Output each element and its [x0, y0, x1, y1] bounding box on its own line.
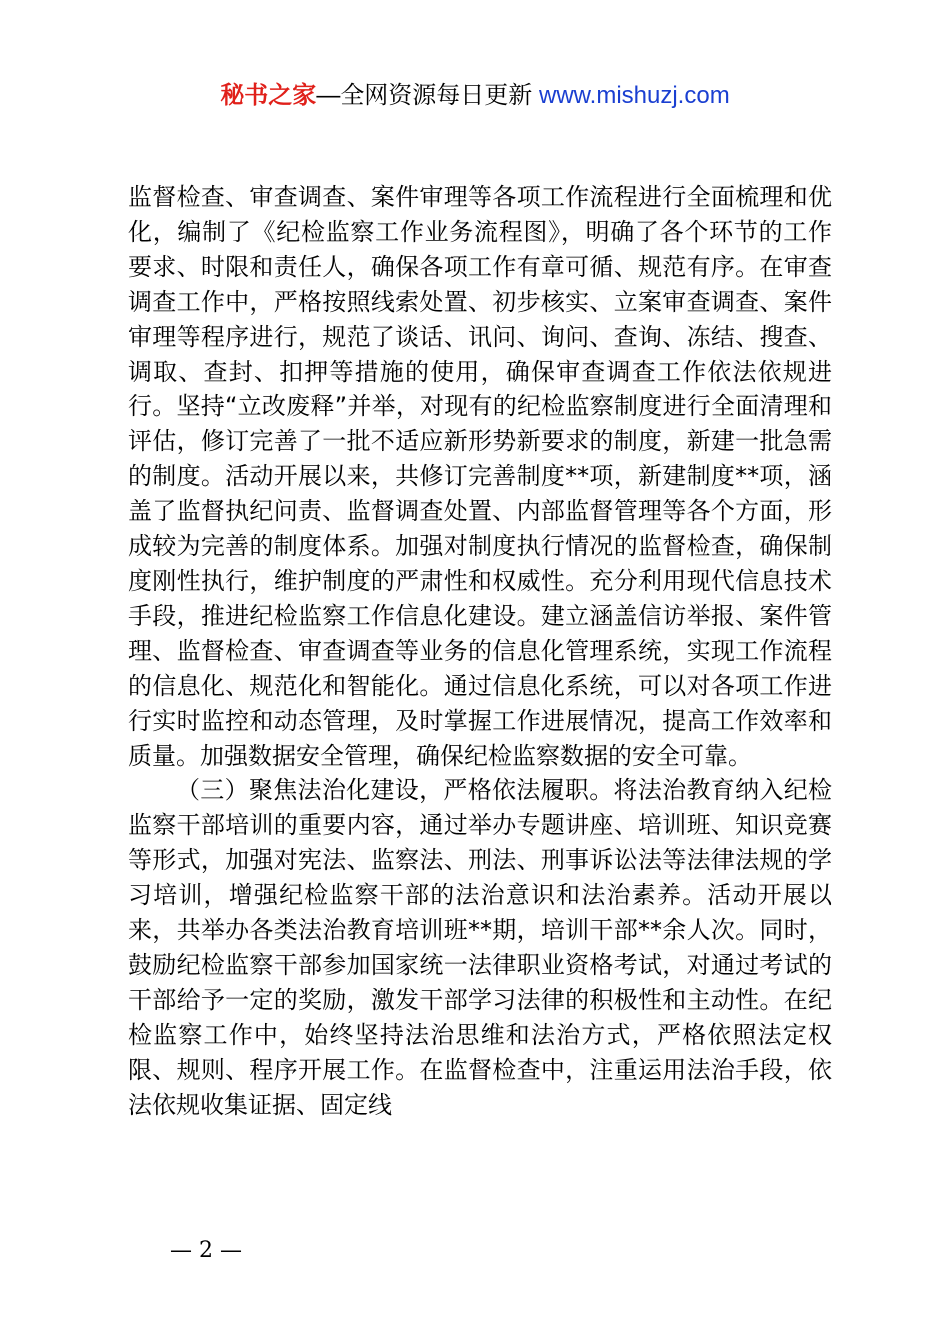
- page-number: — 2 —: [170, 1238, 242, 1263]
- body-paragraph: 监督检查、审查调查、案件审理等各项工作流程进行全面梳理和优化，编制了《纪检监察工作业务流程图》，明确了各个环节的工作要求、时限和责任人，确保各项工作有章可循、规范有序。在审查调查工作中，严格按照线索处置、初步核实、立案审查调查、案件审理等程序进行，规范了谈话、讯问、询问、查询、冻结、搜查、调取、查封、扣押等措施的使用，确保审查调查工作依法依规进行。坚持“立改废释”并举，对现有的纪检监察制度进行全面清理和评估，修订完善了一批不适应新形势新要求的制度，新建一批急需的制度。活动开展以来，共修订完善制度**项，新建制度**项，涵盖了监督执纪问责、监督调查处置、内部监督管理等各个方面，形成较为完善的制度体系。加强对制度执行情况的监督检查，确保制度刚性执行，维护制度的严肃性和权威性。充分利用现代信息技术手段，推进纪检监察工作信息化建设。建立涵盖信访举报、案件管理、监督检查、审查调查等业务的信息化管理系统，实现工作流程的信息化、规范化和智能化。通过信息化系统，可以对各项工作进行实时监控和动态管理，及时掌握工作进展情况，提高工作效率和质量。加强数据安全管理，确保纪检监察数据的安全可靠。: [128, 183, 832, 770]
- document-body: [128, 180, 832, 1122]
- site-header: [0, 80, 950, 112]
- site-url-link[interactable]: www.mishuzj.com: [538, 82, 730, 109]
- body-paragraph: （三）聚焦法治化建设，严格依法履职。将法治教育纳入纪检监察干部培训的重要内容，通过举办专题讲座、培训班、知识竞赛等形式，加强对宪法、监察法、刑法、刑事诉讼法等法律法规的学习培训，增强纪检监察干部的法治意识和法治素养。活动开展以来，共举办各类法治教育培训班**期，培训干部**余人次。同时，鼓励纪检监察干部参加国家统一法律职业资格考试，对通过考试的干部给予一定的奖励，激发干部学习法律的积极性和主动性。在纪检监察工作中，始终坚持法治思维和法治方式，严格依照法定权限、规则、程序开展工作。在监督检查中，注重运用法治手段，依法依规收集证据、固定线: [128, 776, 832, 1119]
- site-tagline: —全网资源每日更新: [316, 82, 533, 109]
- site-name: 秘书之家: [220, 82, 317, 109]
